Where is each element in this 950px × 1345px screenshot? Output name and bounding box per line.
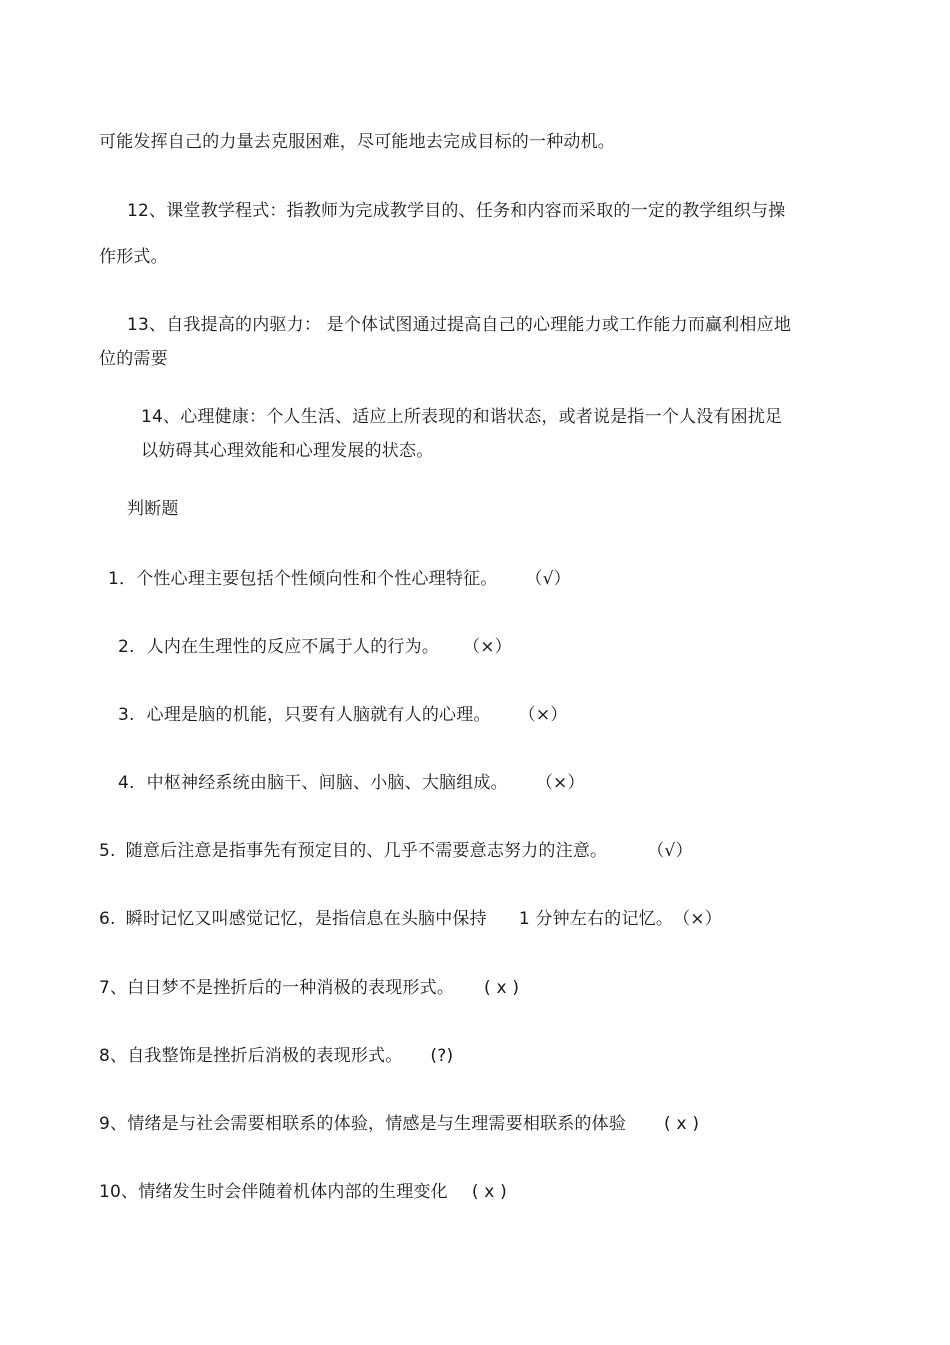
- judgment-text: 心理是脑的机能，只要有人脑就有人的心理。: [146, 705, 491, 725]
- judgment-number: 9、: [99, 1114, 128, 1134]
- definition-12-line2: 作形式。: [99, 247, 168, 267]
- judgment-number: 5.: [99, 841, 116, 861]
- judgment-text: 人内在生理性的反应不属于人的行为。: [146, 637, 440, 657]
- judgment-answer: ( x ): [484, 978, 520, 998]
- judgment-number: 7、: [99, 978, 128, 998]
- judgment-answer: ( x ): [471, 1182, 507, 1202]
- judgment-item: [99, 977, 519, 999]
- judgment-item: [118, 772, 585, 794]
- judgment-answer: （×）: [518, 705, 568, 725]
- judgment-number: 8、: [99, 1046, 128, 1066]
- judgment-number: 6.: [99, 909, 116, 929]
- judgment-answer: （√）: [525, 569, 571, 589]
- judgment-item: [99, 840, 693, 862]
- judgment-answer: (?): [430, 1046, 454, 1066]
- judgment-text: 情绪发生时会伴随着机体内部的生理变化: [138, 1182, 448, 1202]
- definition-14-line1: 14、心理健康：个人生活、适应上所表现的和谐状态，或者说是指一个人没有困扰足: [141, 407, 783, 427]
- judgment-answer: ( x ): [664, 1114, 700, 1134]
- judgment-number: 1．: [108, 569, 137, 589]
- definition-13-line2: 位的需要: [99, 349, 168, 369]
- judgment-number: 4.: [118, 773, 135, 793]
- judgment-text: 中枢神经系统由脑干、间脑、小脑、大脑组成。: [146, 773, 508, 793]
- judgment-answer: （√）: [647, 841, 693, 861]
- judgment-answer: （×）: [463, 637, 512, 657]
- definition-12-line1: 12、课堂教学程式：指教师为完成教学目的、任务和内容而采取的一定的教学组织与操: [127, 201, 786, 221]
- judgment-item: [99, 908, 722, 930]
- judgment-text: 随意后注意是指事先有预定目的、几乎不需要意志努力的注意。: [125, 841, 608, 861]
- definition-14-line2: 以妨碍其心理效能和心理发展的状态。: [141, 441, 434, 461]
- judgment-text: 瞬时记忆又叫感觉记忆，是指信息在头脑中保持: [125, 909, 487, 929]
- judgment-item: [99, 1113, 699, 1135]
- judgment-item: [118, 636, 512, 658]
- judgment-answer: （×）: [673, 909, 722, 929]
- judgment-text: 个性心理主要包括个性倾向性和个性心理特征。: [136, 569, 498, 589]
- judgment-item: [99, 1181, 507, 1203]
- judgment-item: [108, 568, 571, 590]
- judgment-number: 3.: [118, 705, 135, 725]
- judgment-item: [99, 1045, 453, 1067]
- judgment-text-continued: 1 分钟左右的记忆。: [518, 909, 674, 929]
- definition-13-line1: 13、自我提高的内驱力： 是个体试图通过提高自己的心理能力或工作能力而赢利相应地: [127, 315, 792, 335]
- definition-11-continuation: 可能发挥自己的力量去克服困难，尽可能地去完成目标的一种动机。: [99, 132, 615, 152]
- judgment-text: 情绪是与社会需要相联系的体验，情感是与生理需要相联系的体验: [127, 1114, 627, 1134]
- judgment-item: [118, 704, 567, 726]
- judgment-text: 白日梦不是挫折后的一种消极的表现形式。: [127, 978, 455, 998]
- section-heading: 判断题: [127, 499, 179, 519]
- judgment-number: 10、: [99, 1182, 139, 1202]
- judgment-text: 自我整饰是挫折后消极的表现形式。: [127, 1046, 403, 1066]
- judgment-answer: （×）: [535, 773, 585, 793]
- judgment-number: 2.: [118, 637, 135, 657]
